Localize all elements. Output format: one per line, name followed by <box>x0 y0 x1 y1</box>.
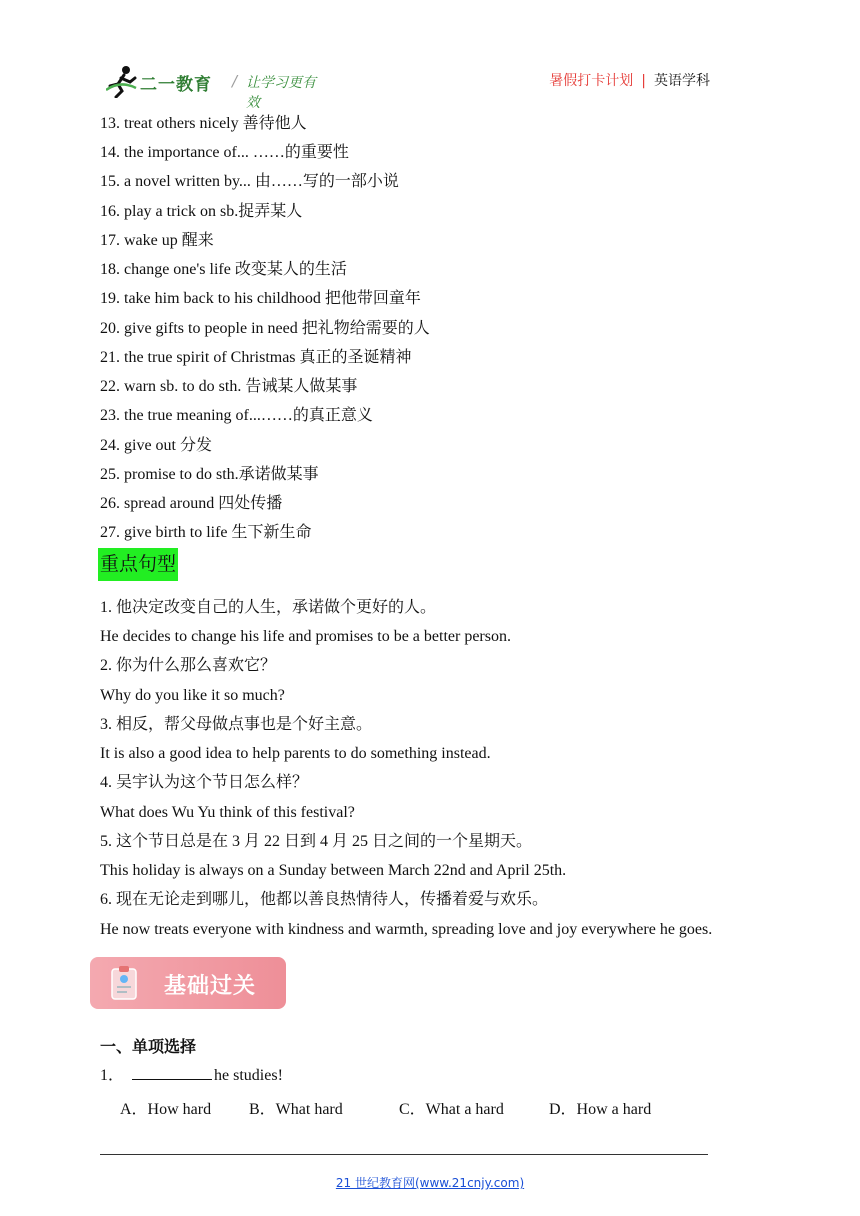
footer-divider <box>100 1154 708 1155</box>
phrase-item: 18. change one's life 改变某人的生活 <box>100 261 347 278</box>
phrase-item: 21. the true spirit of Christmas 真正的圣诞精神 <box>100 349 412 366</box>
answer-blank <box>132 1065 212 1080</box>
runner-logo-icon <box>106 64 138 98</box>
phrase-item: 26. spread around 四处传播 <box>100 495 283 512</box>
header-separator: | <box>641 73 646 89</box>
phrase-item: 17. wake up 醒来 <box>100 232 214 249</box>
sentence-en: Why do you like it so much? <box>100 687 285 704</box>
sentence-cn: 2. 你为什么那么喜欢它？ <box>100 657 277 674</box>
header-right <box>549 70 710 90</box>
phrase-item: 20. give gifts to people in need 把礼物给需要的人 <box>100 320 430 337</box>
key-sentences-heading: 重点句型 <box>98 548 178 581</box>
phrase-item: 15. a novel written by... 由……写的一部小说 <box>100 173 399 190</box>
option-b: B．What hard <box>249 1101 343 1118</box>
question-number: 1． <box>100 1067 125 1084</box>
sentence-en: He now treats everyone with kindness and warmth, spreading love and joy everywhere he goes. <box>100 921 713 938</box>
sentence-cn: 3. 相反，帮父母做点事也是个好主意。 <box>100 716 373 733</box>
subject-label: 英语学科 <box>654 73 710 89</box>
phrase-item: 14. the importance of... ……的重要性 <box>100 144 349 161</box>
header-slash: / <box>232 72 238 90</box>
question-text: he studies! <box>214 1067 283 1084</box>
phrase-item: 27. give birth to life 生下新生命 <box>100 524 312 541</box>
phrase-item: 19. take him back to his childhood 把他带回童年 <box>100 290 421 307</box>
phrase-item: 22. warn sb. to do sth. 告诫某人做某事 <box>100 378 358 395</box>
phrase-item: 25. promise to do sth.承诺做某事 <box>100 466 319 483</box>
sentence-en: It is also a good idea to help parents to do something instead. <box>100 745 491 762</box>
sentence-cn: 4. 吴宇认为这个节日怎么样？ <box>100 774 309 791</box>
option-d: D．How a hard <box>549 1101 652 1118</box>
section-banner <box>90 957 286 1009</box>
sentence-en: This holiday is always on a Sunday between March 22nd and April 25th. <box>100 862 567 879</box>
sentence-en: He decides to change his life and promises to be a better person. <box>100 628 511 645</box>
question-1 <box>100 1062 283 1085</box>
banner-title: 基础过关 <box>164 974 257 999</box>
sentence-cn: 5. 这个节日总是在 3 月 22 日到 4 月 25 日之间的一个星期天。 <box>100 833 533 850</box>
option-a: A．How hard <box>120 1101 212 1118</box>
section-title: 一、单项选择 <box>100 1037 197 1056</box>
phrase-item: 23. the true meaning of...……的真正意义 <box>100 407 373 424</box>
option-c: C．What a hard <box>399 1101 504 1118</box>
sentence-en: What does Wu Yu think of this festival? <box>100 804 355 821</box>
phrase-item: 16. play a trick on sb.捉弄某人 <box>100 203 303 220</box>
phrase-item: 24. give out 分发 <box>100 437 212 454</box>
page-header <box>100 62 710 111</box>
sentence-cn: 6. 现在无论走到哪儿，他都以善良热情待人，传播着爱与欢乐。 <box>100 891 549 908</box>
plan-label: 暑假打卡计划 <box>549 73 634 89</box>
clipboard-icon <box>110 965 140 1001</box>
logo <box>106 64 316 111</box>
sentence-cn: 1. 他决定改变自己的人生，承诺做个更好的人。 <box>100 599 437 616</box>
logo-text: 二一教育 <box>140 75 212 95</box>
phrase-item: 13. treat others nicely 善待他人 <box>100 115 307 132</box>
footer-link[interactable]: 21 世纪教育网(www.21cnjy.com) <box>335 1176 525 1190</box>
slogan: 让学习更有效 <box>246 75 316 111</box>
